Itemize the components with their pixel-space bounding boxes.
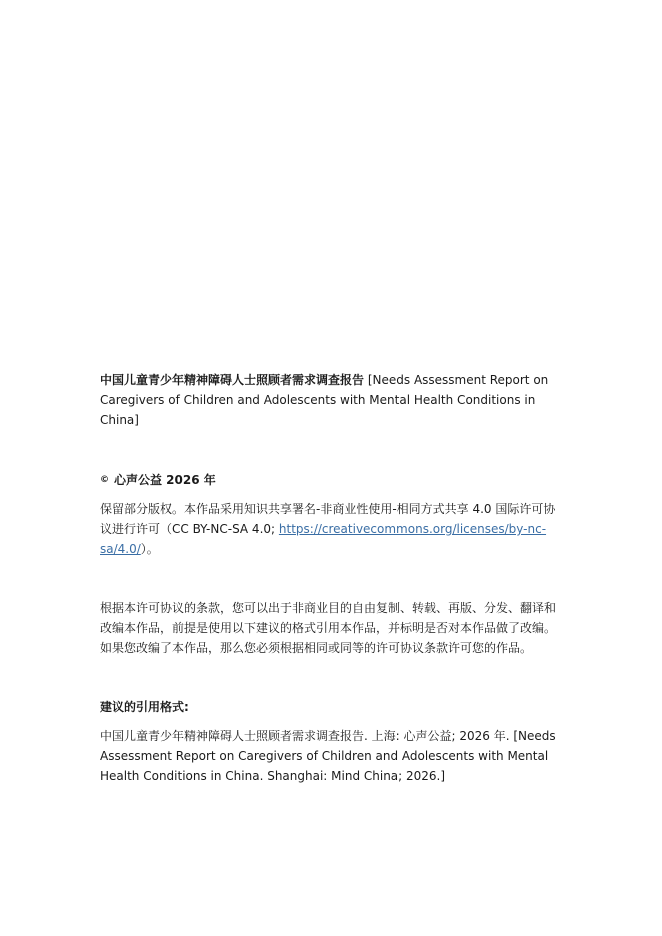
report-title-chinese: 中国儿童青少年精神障碍人士照顾者需求调查报告 [100, 373, 365, 387]
license-link[interactable]: https://creativecommons.org/licenses/by-nc-sa/4.0/ [100, 522, 547, 556]
copyright-icon: © [100, 475, 109, 485]
report-title [100, 370, 562, 430]
license-statement [100, 499, 562, 559]
license-text-after: ）。 [140, 542, 159, 556]
license-text-before: 保留部分版权。本作品采用知识共享署名-非商业性使用-相同方式共享 4.0 国际许可协议进行许可（CC BY-NC-SA 4.0; [100, 502, 556, 536]
copyright-holder: 心声公益 2026 年 [114, 473, 216, 487]
copyright-page [100, 370, 562, 786]
copyright-notice [100, 470, 562, 490]
citation-heading: 建议的引用格式: [100, 700, 189, 714]
usage-rights-paragraph: 根据本许可协议的条款，您可以出于非商业目的自由复制、转载、再版、分发、翻译和改编本作品，前提是使用以下建议的格式引用本作品，并标明是否对本作品做了改编。如果您改编了本作品，那么您必须根据相同或同等的许可协议条款许可您的作品。 [100, 601, 557, 655]
citation-text: 中国儿童青少年精神障碍人士照顾者需求调查报告. 上海: 心声公益; 2026 年. [Needs Assessment Report on Caregivers of Children and Adolescents with Mental Health Conditions in China. Shanghai: Mind China; 2026.] [100, 729, 556, 783]
report-title-english: [Needs Assessment Report on Caregivers of Children and Adolescents with Mental Health Conditions in China] [100, 373, 549, 427]
